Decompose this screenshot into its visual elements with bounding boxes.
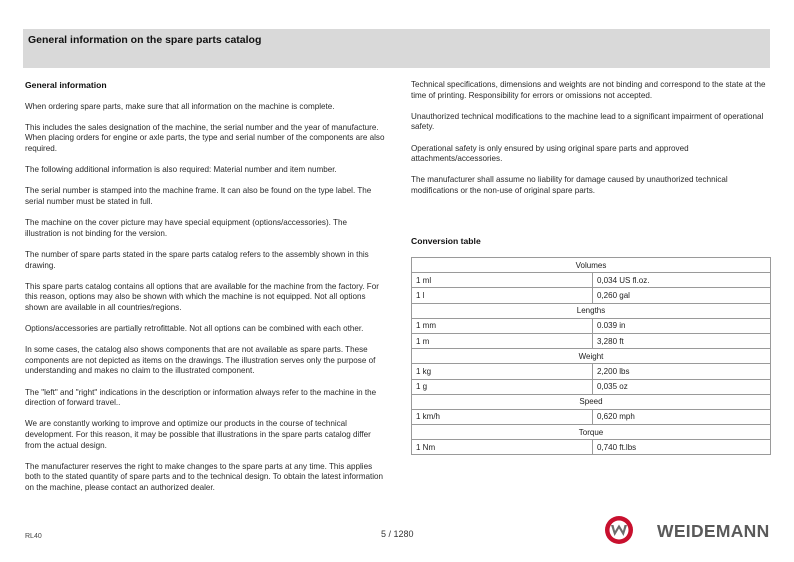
right-column [411,80,771,207]
table-row [412,409,771,424]
paragraph: Options/accessories are partially retrofittable. Not all options can be combined with each other. [25,324,364,334]
table-cell: 1 Nm [412,440,593,455]
left-column [25,80,385,504]
paragraph: Unauthorized technical modifications to the machine lead to a significant impairment of operational safety. [411,111,764,132]
paragraph: The number of spare parts stated in the spare parts catalog refers to the assembly shown in this drawing. [25,249,369,270]
table-group-row [412,425,771,440]
paragraph: This includes the sales designation of the machine, the serial number and the year of manufacture. When placing orders for engine or axle parts, the type and serial number of the components are also required. [25,122,385,153]
weidemann-w-emblem-icon [604,515,634,545]
conversion-table-heading: Conversion table [411,236,481,246]
table-group-title: Speed [412,394,771,409]
table-cell: 0,035 oz [593,379,771,394]
paragraph: The serial number is stamped into the machine frame. It can also be found on the type label. The serial number must be stated in full. [25,186,372,206]
table-cell: 0,034 US fl.oz. [593,273,771,288]
page-number: 5 / 1280 [381,529,414,539]
paragraph: This spare parts catalog contains all options that are available for the machine from the factory. For this reason, options may also be shown with which the machine is not equipped. Not all options shown are available in all countries/regions. [25,281,379,312]
table-cell: 1 km/h [412,409,593,424]
conversion-table [411,257,771,455]
table-group-title: Weight [412,349,771,364]
table-group-row [412,394,771,409]
table-group-row [412,349,771,364]
table-cell: 0,260 gal [593,288,771,303]
table-cell: 1 ml [412,273,593,288]
table-row [412,288,771,303]
paragraph: Operational safety is only ensured by using original spare parts and approved attachments/accessories. [411,143,689,164]
table-cell: 0.039 in [593,318,771,333]
table-cell: 1 kg [412,364,593,379]
table-cell: 1 mm [412,318,593,333]
table-cell: 1 l [412,288,593,303]
brand-logo: WEIDEMANN [657,521,770,541]
table-cell: 0,740 ft.lbs [593,440,771,455]
table-cell: 0,620 mph [593,409,771,424]
table-cell: 2,200 lbs [593,364,771,379]
paragraph: The manufacturer reserves the right to make changes to the spare parts at any time. This applies both to the stated quantity of spare parts and to the technical design. To obtain the latest information on the machine, please contact an authorized dealer. [25,461,384,492]
paragraph: The following additional information is also required: Material number and item number. [25,165,337,175]
paragraph: The machine on the cover picture may have special equipment (options/accessories). The illustration is not binding for the version. [25,218,347,238]
paragraph: Technical specifications, dimensions and weights are not binding and correspond to the state at the time of printing. Responsibility for errors or omissions not accepted. [411,80,766,100]
section-heading: General information [25,80,107,90]
table-cell: 1 g [412,379,593,394]
table-group-title: Lengths [412,303,771,318]
paragraph: The "left" and "right" indications in the description or information always refer to the machine in the direction of forward travel.. [25,387,377,408]
paragraph: We are constantly working to improve and optimize our products in the course of technical development. For this reason, it may be possible that illustrations in the spare parts catalog differ from the actual design. [25,419,371,450]
paragraph: The manufacturer shall assume no liability for damage caused by unauthorized technical modifications or the non-use of original spare parts. [411,175,728,195]
table-group-title: Volumes [412,258,771,273]
table-row [412,318,771,333]
page-title: General information on the spare parts catalog [28,34,262,46]
table-group-row [412,303,771,318]
model-code: RL40 [25,533,42,540]
table-row [412,440,771,455]
table-row [412,333,771,348]
table-group-row [412,258,771,273]
table-cell: 3,280 ft [593,333,771,348]
table-row [412,379,771,394]
paragraph: In some cases, the catalog also shows components that are not available as spare parts. These components are not depicted as items on the drawings. The illustration serves only the purpose of understanding and makes no claim to the illustrated component. [25,345,376,376]
table-row [412,364,771,379]
table-group-title: Torque [412,425,771,440]
paragraph: When ordering spare parts, make sure that all information on the machine is complete. [25,101,335,111]
header-bar [23,29,770,68]
table-row [412,273,771,288]
table-cell: 1 m [412,333,593,348]
